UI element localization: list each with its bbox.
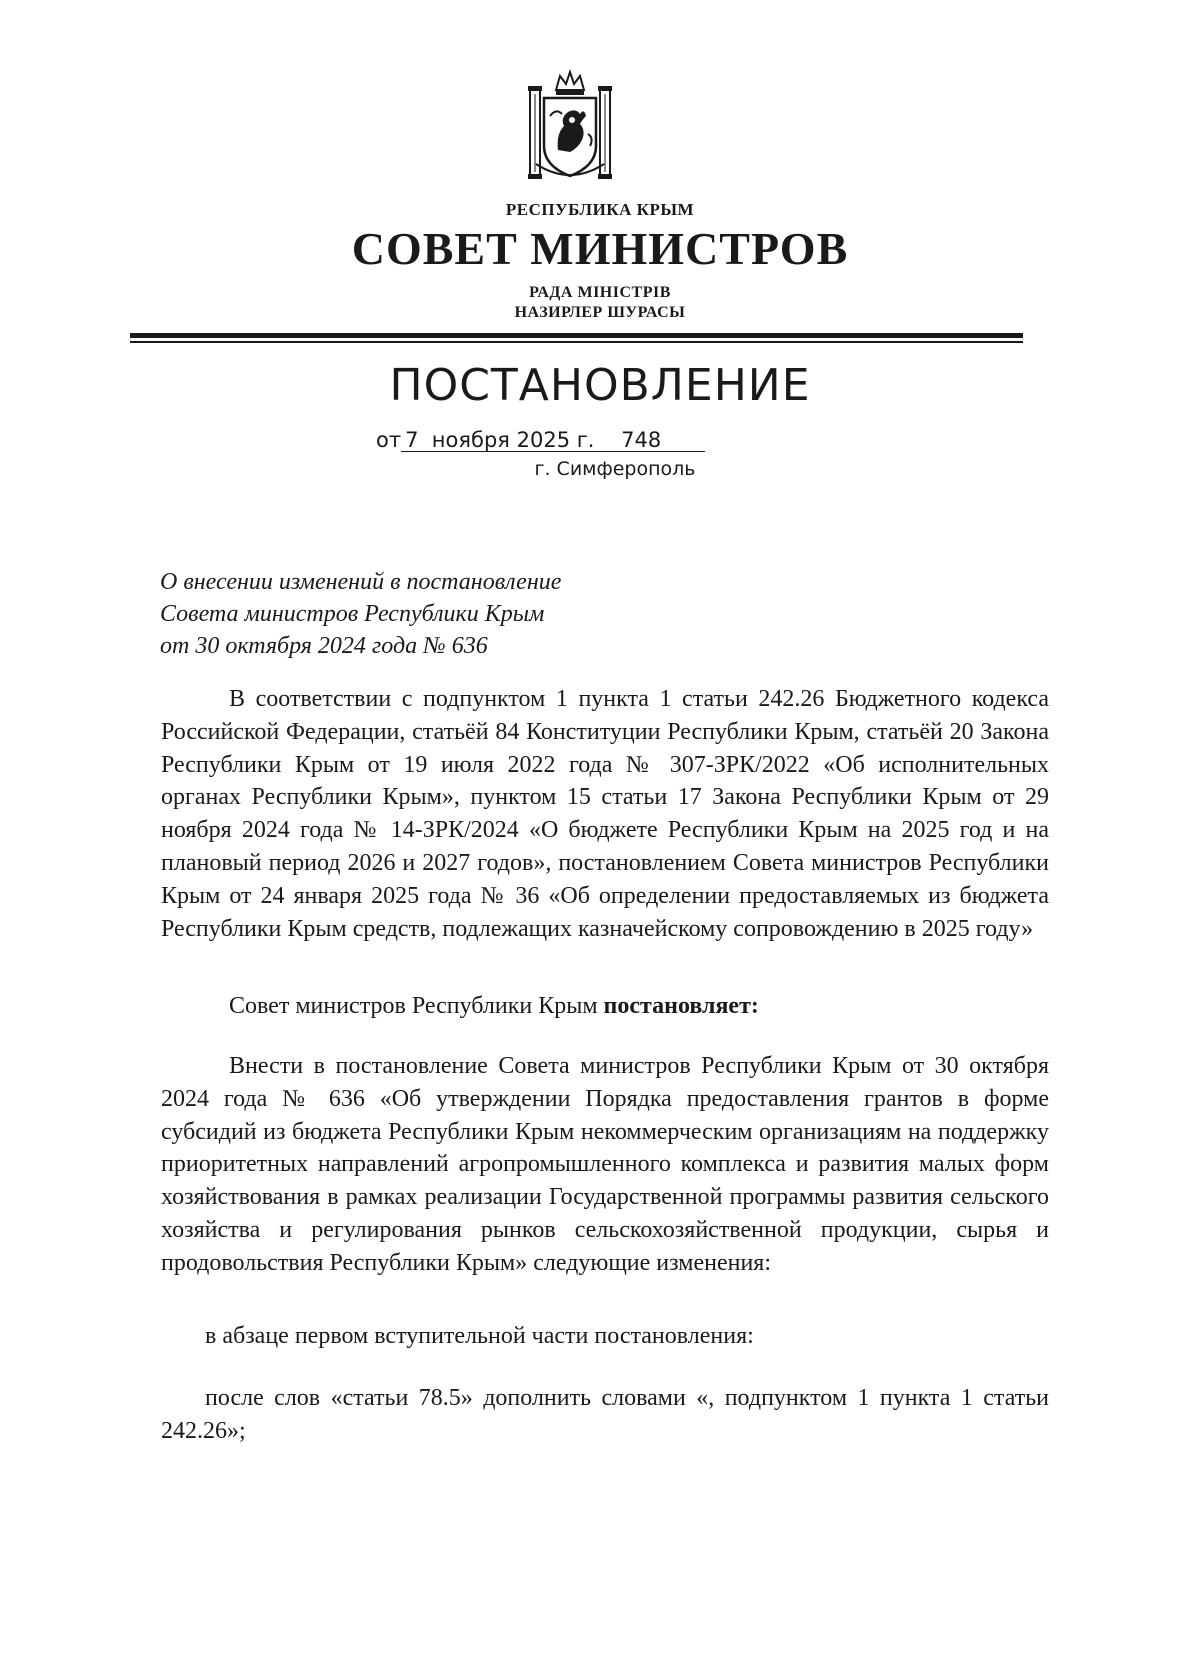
header-divider-thin [130,341,1023,343]
decree-date-line [376,428,776,452]
coat-of-arms-emblem [526,68,614,186]
council-name-crimean-tatar: НАЗИРЛЕР ШУРАСЫ [514,304,686,321]
subject-line: О внесении изменений в постановление [160,569,562,595]
subject-line: Совета министров Республики Крым [160,601,545,627]
decree-date [401,429,705,452]
body-paragraph-amendment [161,1050,1049,1280]
paragraph-text: после слов «статьи 78.5» дополнить словами «, подпунктом 1 пункта 1 статьи 242.26»; [161,1385,1049,1444]
paragraph-text: в абзаце первом вступительной части постановления: [205,1323,754,1349]
decree-number: 748 [621,428,662,452]
paragraph-text: Совет министров Республики Крым [229,993,598,1019]
decree-date-value: 7 ноября 2025 г. [405,428,595,452]
paragraph-text: В соответствии с подпунктом 1 пункта 1 статьи 242.26 Бюджетного кодекса Российской Федерации, статьёй 84 Конституции Республики Крым, статьёй 20 Закона Республики Крым от 19 июля 2022 года № 307-ЗРК/2022 «Об исполнительных органах Республики Крым», пунктом 15 статьи 17 Закона Республики Крым от 29 ноября 2024 года № 14-ЗРК/2024 «О бюджете Республики Крым на 2025 год и на плановый период 2026 и 2027 годов», постановлением Совета министров Республики Крым от 24 января 2025 года № 36 «Об определении предоставляемых из бюджета Республики Крым средств, подлежащих казначейскому сопровождению в 2025 году» [161,686,1049,942]
decree-subject [160,566,760,662]
body-paragraph-clause [161,1320,1049,1353]
paragraph-text: Внести в постановление Совета министров Республики Крым от 30 октября 2024 года № 636 «Об утверждении Порядка предоставления грантов в форме субсидий из бюджета Республики Крым некоммерческим организациям на поддержку приоритетных направлений агропромышленного комплекса и развития малых форм хозяйствования в рамках реализации Государственной программы развития сельского хозяйства и регулирования рынков сельскохозяйственной продукции, сырья и продовольствия Республики Крым» следующие изменения: [161,1053,1049,1276]
date-prefix: от [376,428,402,452]
body-paragraph-resolves [161,990,1049,1023]
republic-name: РЕСПУБЛИКА КРЫМ [505,200,695,219]
body-paragraph-change [161,1382,1049,1448]
body-paragraph-preamble [161,683,1049,945]
council-name-ukrainian: РАДА МІНІСТРІВ [529,284,671,301]
decree-city: г. Симферополь [534,458,696,480]
header-divider-thick [130,333,1023,338]
resolves-keyword: постановляет: [603,993,759,1019]
council-name: СОВЕТ МИНИСТРОВ [351,223,849,274]
subject-line: от 30 октября 2024 года № 636 [160,633,488,659]
decree-title: ПОСТАНОВЛЕНИЕ [389,360,811,411]
